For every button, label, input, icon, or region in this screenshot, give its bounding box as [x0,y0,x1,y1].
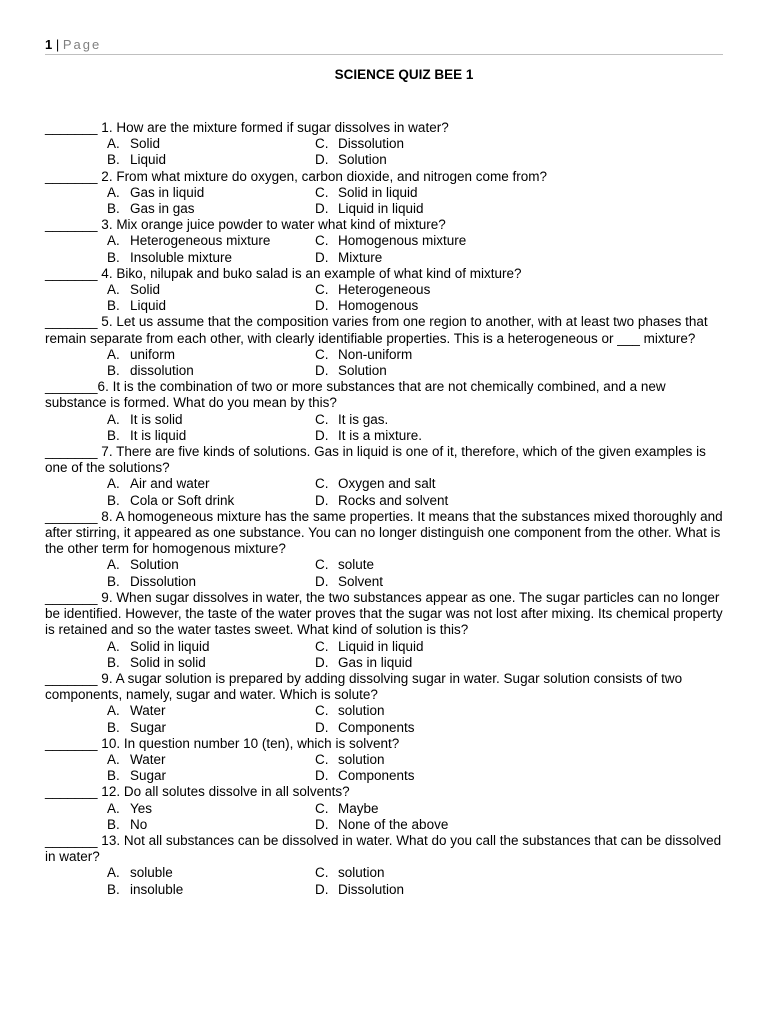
answer-options [107,801,725,833]
answer-option [107,152,315,168]
option-letter: A. [107,282,120,298]
question-text: _______ 9. When sugar dissolves in water, the two substances appear as one. The sugar particles can no longer be identified. However, the taste of the water proves that the sugar was not lost after mixing. Its chemical property is retained and so the water tastes sweet. What kind of solution is this? [45,589,723,638]
question-item [45,590,725,671]
option-letter: A. [107,184,120,200]
option-text: Solution [338,152,387,168]
option-text: Dissolution [338,136,405,152]
question-item [45,120,725,169]
option-text: Yes [130,800,153,816]
answer-option [315,412,515,428]
question-item [45,784,725,833]
answer-option [107,801,315,817]
answer-option [315,298,515,314]
option-letter: D. [315,573,329,589]
answer-option [315,768,515,784]
option-text: Gas in liquid [130,184,205,200]
option-letter: A. [107,476,120,492]
option-letter: A. [107,233,120,249]
option-letter: A. [107,865,120,881]
answer-options [107,865,725,897]
option-letter: D. [315,816,329,832]
option-letter: D. [315,654,329,670]
question-text: _______ 9. A sugar solution is prepared by adding dissolving sugar in water. Sugar solution consists of two components, namely, sugar and water. Which is solute? [45,670,683,703]
option-text: Heterogeneous mixture [130,233,271,249]
option-letter: C. [315,557,329,573]
option-letter: C. [315,638,329,654]
answer-option [315,250,515,266]
option-text: Rocks and solvent [338,492,449,508]
option-text: Heterogeneous [338,282,431,298]
option-text: Homogenous mixture [338,233,467,249]
question-text: _______ 1. How are the mixture formed if sugar dissolves in water? [45,120,449,135]
option-text: Components [338,768,415,784]
answer-options [107,347,725,379]
answer-option [107,817,315,833]
answer-option [315,201,515,217]
option-letter: B. [107,719,120,735]
option-text: Water [130,703,166,719]
answer-option [315,476,515,492]
option-letter: D. [315,427,329,443]
answer-options [107,185,725,217]
option-text: uniform [130,346,176,362]
option-text: Liquid [130,298,167,314]
answer-option [107,476,315,492]
question-item [45,169,725,218]
answer-options [107,233,725,265]
option-letter: B. [107,152,120,168]
option-text: Water [130,751,166,767]
answer-option [315,882,515,898]
answer-option [315,493,515,509]
option-letter: C. [315,865,329,881]
option-text: It is gas. [338,411,389,427]
answer-option [107,298,315,314]
option-letter: B. [107,363,120,379]
answer-option [315,817,515,833]
option-letter: B. [107,201,120,217]
option-letter: B. [107,249,120,265]
answer-option [107,493,315,509]
option-text: Liquid in liquid [338,201,424,217]
question-text: _______ 5. Let us assume that the composition varies from one region to another, with at least two phases that remain separate from each other, with clearly identifiable properties. This is a heterogeneous or ___ mixture? [45,314,708,346]
option-text: Cola or Soft drink [130,492,235,508]
question-item [45,379,725,444]
answer-option [107,428,315,444]
option-letter: C. [315,136,329,152]
option-letter: D. [315,768,329,784]
option-letter: C. [315,233,329,249]
option-text: Liquid in liquid [338,638,424,654]
option-text: solution [338,865,385,881]
answer-option [315,233,515,249]
option-text: Solvent [338,573,384,589]
option-text: Mixture [338,249,383,265]
option-text: solution [338,703,385,719]
answer-option [107,233,315,249]
option-letter: B. [107,573,120,589]
answer-option [107,201,315,217]
option-text: insoluble [130,881,184,897]
option-text: Dissolution [130,573,197,589]
answer-options [107,412,725,444]
answer-option [315,655,515,671]
option-letter: A. [107,800,120,816]
page-header [45,37,723,55]
answer-option [315,282,515,298]
question-text: _______ 2. From what mixture do oxygen, carbon dioxide, and nitrogen come from? [45,168,548,184]
answer-options [107,476,725,508]
option-letter: D. [315,881,329,897]
option-text: Homogenous [338,298,419,314]
answer-option [107,655,315,671]
option-text: Sugar [130,768,167,784]
option-text: It is a mixture. [338,427,423,443]
answer-option [315,347,515,363]
option-letter: A. [107,703,120,719]
question-text: _______ 3. Mix orange juice powder to water what kind of mixture? [45,217,446,233]
option-text: Solid in liquid [130,638,210,654]
option-letter: D. [315,492,329,508]
option-text: solute [338,557,375,573]
question-text: _______ 4. Biko, nilupak and buko salad is an example of what kind of mixture? [45,265,522,281]
option-letter: A. [107,346,120,362]
page-number: 1 [45,37,53,52]
answer-option [107,865,315,881]
option-text: Solid [130,136,161,152]
answer-options [107,557,725,589]
option-letter: A. [107,751,120,767]
option-letter: C. [315,411,329,427]
option-text: Components [338,719,415,735]
answer-option [107,412,315,428]
answer-option [107,136,315,152]
option-text: solution [338,751,385,767]
option-text: It is liquid [130,427,187,443]
option-letter: D. [315,152,329,168]
answer-option [107,720,315,736]
option-letter: C. [315,282,329,298]
option-letter: B. [107,881,120,897]
option-text: Air and water [130,476,210,492]
question-text: _______ 8. A homogeneous mixture has the same properties. It means that the substances mixed thoroughly and after stirring, it appeared as one substance. You can no longer distinguish one component from the other. What is the other term for homogenous mixture? [45,508,723,557]
option-letter: B. [107,298,120,314]
option-letter: C. [315,703,329,719]
answer-option [107,282,315,298]
option-text: It is solid [130,411,183,427]
option-letter: C. [315,346,329,362]
answer-option [315,703,515,719]
option-text: Gas in liquid [338,654,413,670]
option-letter: C. [315,184,329,200]
option-letter: A. [107,557,120,573]
option-letter: B. [107,816,120,832]
option-text: Liquid [130,152,167,168]
answer-option [315,752,515,768]
answer-options [107,136,725,168]
option-text: Gas in gas [130,201,195,217]
option-text: None of the above [338,816,449,832]
answer-option [315,574,515,590]
option-text: Maybe [338,800,379,816]
option-letter: A. [107,638,120,654]
option-text: Insoluble mixture [130,249,233,265]
question-text: _______6. It is the combination of two or more substances that are not chemically combined, and a new substance is formed. What do you mean by this? [45,379,666,411]
option-text: Oxygen and salt [338,476,436,492]
page-separator: | [52,37,63,52]
answer-option [315,801,515,817]
option-letter: C. [315,476,329,492]
answer-option [107,639,315,655]
answer-options [107,752,725,784]
option-text: soluble [130,865,173,881]
option-text: Solid in solid [130,654,206,670]
question-item [45,509,725,590]
option-letter: A. [107,136,120,152]
answer-option [315,557,515,573]
answer-option [315,428,515,444]
answer-option [107,557,315,573]
option-letter: B. [107,768,120,784]
answer-option [107,574,315,590]
question-item [45,444,725,509]
answer-options [107,282,725,314]
answer-option [107,882,315,898]
answer-options [107,703,725,735]
answer-option [315,152,515,168]
question-item [45,266,725,315]
answer-options [107,639,725,671]
option-text: Solid [130,282,161,298]
option-text: Solution [130,557,179,573]
option-letter: C. [315,751,329,767]
answer-option [107,250,315,266]
answer-option [315,720,515,736]
answer-option [107,703,315,719]
option-letter: B. [107,654,120,670]
option-letter: A. [107,411,120,427]
option-text: Dissolution [338,881,405,897]
answer-option [107,185,315,201]
question-text: _______ 10. In question number 10 (ten), which is solvent? [45,735,400,751]
question-text: _______ 12. Do all solutes dissolve in all solvents? [45,784,350,800]
document-title: SCIENCE QUIZ BEE 1 [334,67,474,82]
option-letter: D. [315,298,329,314]
answer-option [107,363,315,379]
option-text: Solid in liquid [338,184,418,200]
answer-option [107,347,315,363]
question-item [45,314,725,379]
page-label: Page [62,37,102,52]
answer-option [315,639,515,655]
question-item [45,833,725,898]
question-text: _______ 7. There are five kinds of solutions. Gas in liquid is one of it, therefore, which of the given examples is one of the solutions? [45,444,706,476]
answer-option [315,865,515,881]
option-letter: B. [107,427,120,443]
question-item [45,217,725,266]
answer-option [315,185,515,201]
option-text: Solution [338,363,387,379]
question-item [45,671,725,736]
option-text: Non-uniform [338,346,413,362]
question-list [45,120,725,898]
option-text: No [130,816,148,832]
answer-option [315,363,515,379]
option-text: dissolution [130,363,194,379]
option-letter: D. [315,201,329,217]
answer-option [315,136,515,152]
option-text: Sugar [130,719,167,735]
option-letter: B. [107,492,120,508]
answer-option [107,752,315,768]
answer-option [107,768,315,784]
option-letter: C. [315,800,329,816]
question-item [45,736,725,785]
option-letter: D. [315,719,329,735]
option-letter: D. [315,363,329,379]
question-text: _______ 13. Not all substances can be dissolved in water. What do you call the substances that can be dissolved in water? [45,832,722,865]
option-letter: D. [315,249,329,265]
